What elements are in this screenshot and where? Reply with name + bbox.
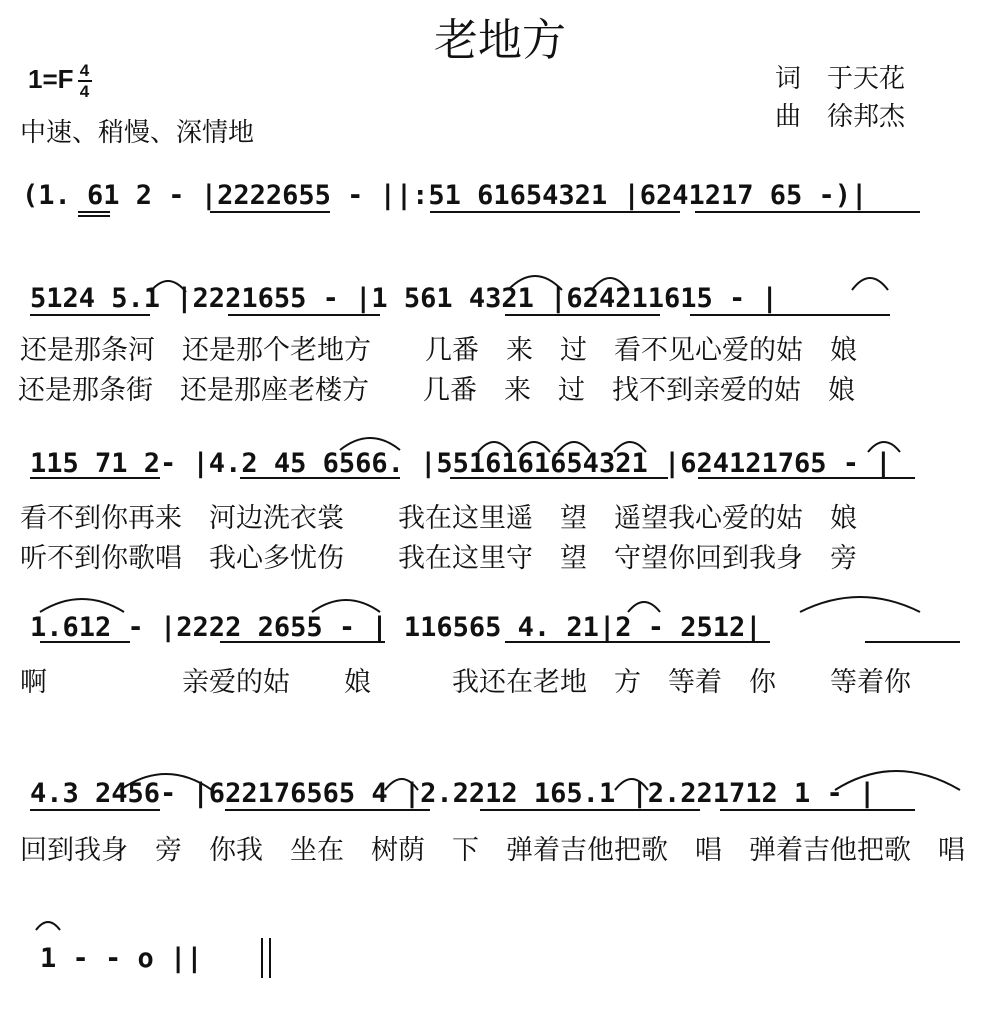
time-signature bbox=[78, 62, 92, 100]
tempo-marking: 中速、稍慢、深情地 bbox=[20, 118, 255, 148]
notation-row-1: (1. 61 2 - |2222655 - ||:51 61654321 |6241217 65 -)| bbox=[22, 180, 868, 211]
notation-row-3: 115 71 2- |4.2 45 6566. |5516161654321 |624121765 - | bbox=[30, 448, 892, 479]
lyricist-credit: 词 于天花 bbox=[775, 64, 906, 94]
key-signature-text: 1=F bbox=[28, 63, 74, 94]
time-signature-bottom: 4 bbox=[79, 82, 90, 101]
lyric-row-4: 啊 亲爱的姑 娘 我还在老地 方 等着 你 等着你 bbox=[20, 667, 911, 698]
notation-row-2: 5124 5.1 |2221655 - |1 561 4321 |624211615 - | bbox=[30, 283, 778, 314]
time-signature-top: 4 bbox=[79, 61, 90, 80]
notation-row-5: 4.3 2456- |622176565 4 |2.2212 165.1 |2.221712 1 - | bbox=[30, 778, 876, 809]
lyric-row-2-verse-2: 还是那条街 还是那座老楼方 几番 来 过 找不到亲爱的姑 娘 bbox=[18, 375, 855, 406]
lyric-row-2-verse-1: 还是那条河 还是那个老地方 几番 来 过 看不见心爱的姑 娘 bbox=[20, 335, 857, 366]
lyric-row-3-verse-1: 看不到你再来 河边洗衣裳 我在这里遥 望 遥望我心爱的姑 娘 bbox=[20, 503, 857, 534]
lyric-row-3-verse-2: 听不到你歌唱 我心多忧伤 我在这里守 望 守望你回到我身 旁 bbox=[20, 543, 857, 574]
key-signature bbox=[28, 62, 92, 100]
lyric-row-5: 回到我身 旁 你我 坐在 树荫 下 弹着吉他把歌 唱 弹着吉他把歌 唱 bbox=[20, 835, 965, 866]
composer-credit: 曲 徐邦杰 bbox=[775, 102, 906, 132]
notation-row-4: 1.612 - |2222 2655 - | 116565 4. 21|2 - 2512| bbox=[30, 612, 762, 643]
song-title: 老地方 bbox=[434, 15, 566, 66]
notation-row-6: 1 - - o || bbox=[40, 943, 203, 974]
